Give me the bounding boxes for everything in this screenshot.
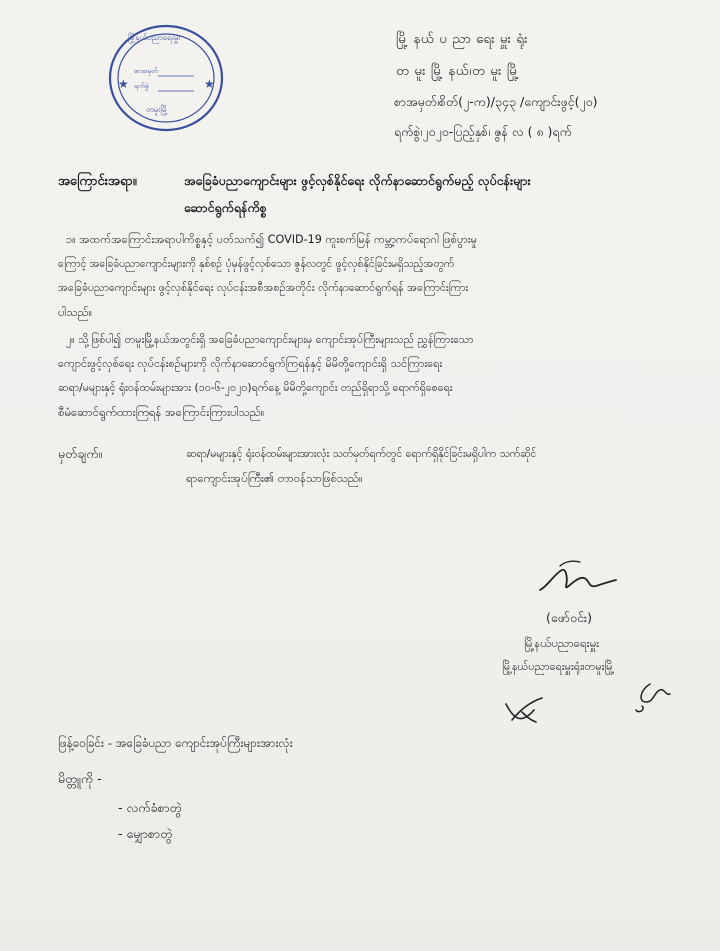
- signatory-name: (ဖော်ဝင်း): [546, 610, 592, 625]
- copy-to-item-2: - မျှောစာတွဲ: [118, 826, 173, 841]
- stamp-star-right: ★: [204, 77, 215, 91]
- handwritten-initials-1: [500, 690, 550, 730]
- para1-line-2: ကြောင့် အခြေခံပညာကျောင်းများကို နှစ်စဉ် ပုံမှန်ဖွင့်လှစ်သော ဇွန်လတွင် ဖွင့်လှစ်နိုင်ခြင်းမရှိသည့်အတွက်: [58, 258, 455, 270]
- signatory-office: မြို့နယ်ပညာရေးမှူးရုံး၊တမူးမြို့: [502, 660, 615, 673]
- handwritten-signature: [532, 556, 622, 604]
- office-location: တ မူး မြို့ နယ်၊တ မူး မြို့: [396, 63, 520, 79]
- subject-label: အကြောင်းအရာ။: [58, 174, 137, 189]
- copy-to-item-1: - လက်ခံစာတွဲ: [118, 800, 182, 815]
- office-name: မြို့ နယ် ပ ညာ ရေး မှူး ရုံး: [396, 31, 529, 47]
- para2-line-3: ဆရာ/မများနှင့် ရုံးဝန်ထမ်းများအား (၁၀-၆-၂၀၂၀)ရက်နေ့ မိမိတို့ကျောင်း တည်ရှိရာသို့ ရောက်ရှိစေရေး: [58, 381, 453, 394]
- para1-line-1: ၁။ အထက်အကြောင်းအရာပါကိစ္စနှင့် ပတ်သက်၍ COVID-19 ကူးစက်မြန် ကမ္ဘာ့ကပ်ရောဂါ ဖြစ်ပွားမှု: [66, 233, 478, 246]
- note-line-2: ရာကျောင်းအုပ်ကြီး၏ တာဝန်သာဖြစ်သည်။: [186, 471, 363, 485]
- para2-line-2: ကျောင်းဖွင့်လှစ်ရေး လုပ်ငန်းစဉ်များကို လိုက်နာဆောင်ရွက်ကြရန်နှင့် မိမိတို့ကျောင်းရှိ သင်ကြားရေး: [58, 357, 443, 370]
- handwritten-initials-2: [632, 676, 676, 716]
- document-date: ရက်စွဲ၊၂၀၂၀-ပြည့်နှစ်၊ ဇွန် လ ( ၈ )ရက်: [394, 124, 572, 139]
- distribution-to: ဖြန့်ဝေခြင်း - အခြေခံပညာ ကျောင်းအုပ်ကြီးများအားလုံး: [58, 736, 293, 750]
- para2-line-1: ၂။ သို့ဖြစ်ပါ၍ တမူးမြို့နယ်အတွင်းရှိ အခြေခံပညာကျောင်းများမှ ကျောင်းအုပ်ကြီးများသည် ညွှန်ကြားသော: [66, 333, 474, 346]
- stamp-field-ref: စာအမှတ်: [134, 67, 159, 75]
- copy-to-label: မိတ္တူကို -: [58, 771, 102, 786]
- para2-line-4: စီမံဆောင်ရွက်ထားကြရန် အကြောင်းကြားပါသည်။: [58, 405, 265, 419]
- note-line-1: ဆရာ/မများနှင့် ရုံးဝန်ထမ်းများအားလုံး သတ်မှတ်ရက်တွင် ရောက်ရှိနိုင်ခြင်းမရှိပါက သက်ဆိုင်: [186, 448, 537, 460]
- para1-line-3: အခြေခံပညာကျောင်းများ ဖွင့်လှစ်နိုင်ရေး လုပ်ငန်းအစီအစဉ်အတိုင်း လိုက်နာဆောင်ရွက်ရန် အကြောင်းကြား: [58, 281, 469, 294]
- stamp-field-date: ရက်စွဲ: [134, 82, 149, 90]
- stamp-star-left: ★: [118, 77, 129, 91]
- signatory-title: မြို့နယ်ပညာရေးမှူး: [524, 636, 600, 650]
- stamp-bottom-text: တမူးမြို့: [146, 105, 168, 114]
- stamp-top-text: မြို့နယ်ပညာရေးမှူး: [128, 33, 181, 42]
- reference-number: စာအမှတ်၊စိတ်(၂-က)/၃၄၃ /ကျောင်းဖွင့်(၂၀): [394, 94, 598, 109]
- para1-line-4: ပါသည်။: [58, 305, 93, 319]
- subject-line-1: အခြေခံပညာကျောင်းများ ဖွင့်လှစ်နိုင်ရေး လိုက်နာဆောင်ရွက်မည့် လုပ်ငန်းများ: [184, 173, 531, 188]
- note-label: မှတ်ချက်။: [58, 446, 103, 461]
- subject-line-2: ဆောင်ရွက်ရန်ကိစ္စ: [184, 200, 267, 215]
